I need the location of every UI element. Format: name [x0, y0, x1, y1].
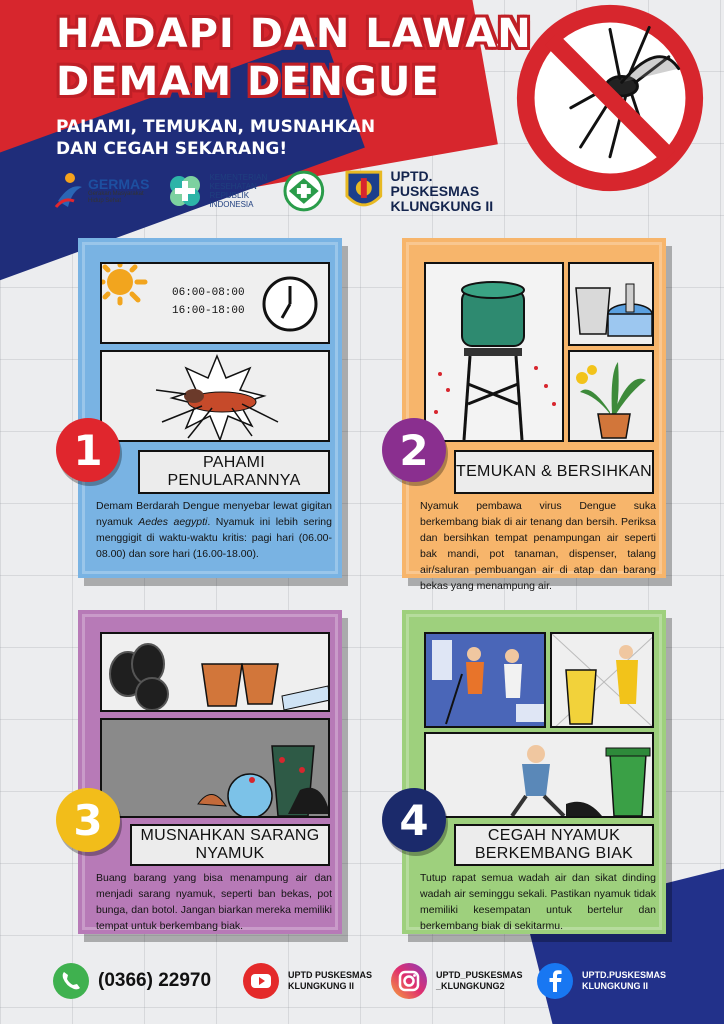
card-1-desc-post: . Nyamuk ini lebih sering menggigit di waktu-waktu kritis: pagi hari (06.00-08.00) dan sore hari (16.00-18.00). [96, 516, 332, 560]
bucket-panel [568, 262, 654, 346]
phone-icon [52, 962, 90, 1000]
bucket-icon [570, 264, 654, 346]
puskesmas-cross-icon [283, 170, 325, 212]
person-sick-icon [426, 734, 654, 818]
germas-tagline-1: Gerakan Masyarakat [88, 191, 144, 197]
badge-2: 2 [382, 418, 446, 482]
sun-icon [100, 262, 156, 318]
card-1-description [96, 498, 332, 562]
plant-icon [570, 352, 654, 442]
tires-pots-icon [102, 634, 330, 712]
card-4-title [454, 824, 654, 866]
subtitle [56, 116, 532, 160]
germas-name: GERMAS [88, 176, 150, 192]
card-2-title [454, 450, 654, 494]
title-line-2: DEMAM DENGUE [56, 59, 440, 105]
instagram-icon [390, 962, 428, 1000]
trash-panel [100, 718, 330, 818]
youtube-contact[interactable] [242, 962, 372, 1000]
bin-people-panel [550, 632, 654, 728]
cleaning-panel [424, 632, 546, 728]
card-4-title-line-1: CEGAH NYAMUK [487, 827, 621, 844]
card-temukan [402, 238, 666, 592]
badge-4: 4 [382, 788, 446, 852]
kemenkes-line-3: REPUBLIK [209, 191, 250, 200]
tires-panel [100, 632, 330, 712]
facebook-icon [536, 962, 574, 1000]
youtube-line-2: KLUNGKUNG II [288, 981, 354, 991]
kemenkes-logo [165, 171, 267, 211]
clock-icon [260, 274, 320, 334]
card-4-title-line-2: BERKEMBANG BIAK [474, 845, 634, 862]
no-mosquito-icon [512, 0, 708, 196]
instagram-line-2: _KLUNGKUNG2 [436, 981, 505, 991]
person-bin-panel [424, 732, 654, 818]
water-tower-panel [424, 262, 564, 442]
kemenkes-line-4: INDONESIA [209, 200, 254, 209]
header [56, 10, 532, 160]
card-1-desc-italic: Aedes aegypti [138, 516, 208, 528]
instagram-contact[interactable] [390, 962, 523, 1000]
title-line-1: HADAPI DAN LAWAN [56, 11, 532, 57]
youtube-line-1: UPTD PUSKESMAS [288, 970, 373, 980]
logos-row [54, 162, 524, 220]
bin-people-icon [552, 634, 654, 728]
mosquito-panel [100, 350, 330, 442]
facebook-line-2: KLUNGKUNG II [582, 981, 648, 991]
klungkung-crest-icon [341, 166, 387, 216]
card-1-title-line-1: PAHAMI [203, 454, 265, 471]
puskesmas-line-1: UPTD. PUSKESMAS [390, 167, 480, 199]
facebook-contact[interactable] [536, 962, 666, 1000]
germas-icon [54, 171, 84, 211]
instagram-line-1: UPTD_PUSKESMAS [436, 970, 523, 980]
card-3-title [130, 824, 330, 866]
subtitle-line-1: PAHAMI, TEMUKAN, MUSNAHKAN [56, 117, 376, 137]
footer-contacts [52, 956, 692, 1006]
germas-logo [54, 171, 149, 211]
plant-panel [568, 350, 654, 442]
badge-1: 1 [56, 418, 120, 482]
youtube-icon [242, 962, 280, 1000]
puskesmas-line-2: KLUNGKUNG II [390, 197, 494, 214]
cleaning-people-icon [426, 634, 546, 728]
kemenkes-icon [165, 171, 205, 211]
kemenkes-line-2: KESEHATAN [209, 182, 257, 191]
subtitle-line-2: DAN CEGAH SEKARANG! [56, 139, 288, 159]
card-3-description: Buang barang yang bisa menampung air dan menjadi sarang nyamuk, seperti ban bekas, pot bunga, dan botol. Jangan biarkan mereka memiliki tempat untuk berkembang biak. [96, 872, 332, 932]
germas-tagline-2: Hidup Sehat [88, 198, 122, 204]
phone-contact[interactable] [52, 962, 211, 1000]
card-1-title [138, 450, 330, 494]
card-pahami [78, 238, 342, 578]
kemenkes-line-1: KEMENTERIAN [209, 173, 268, 182]
time-evening: 16:00-18:00 [172, 305, 245, 317]
water-tower-icon [426, 264, 564, 442]
time-morning: 06:00-08:00 [172, 287, 245, 299]
card-2-title-line-1: TEMUKAN & BERSIHKAN [456, 463, 652, 480]
facebook-line-1: UPTD.PUSKESMAS [582, 970, 667, 980]
badge-3: 3 [56, 788, 120, 852]
mosquito-icon [102, 352, 330, 442]
card-cegah [402, 610, 666, 934]
time-panel [100, 262, 330, 344]
card-2-description: Nyamuk pembawa virus Dengue suka berkembang biak di air tenang dan bersih. Periksa dan bersihkan tempat penampungan air seperti bak mandi, pot tanaman, dispenser, talang air/saluran pembuangan air di atap dan barang bekas yang menampung air. [420, 500, 656, 592]
card-4-description: Tutup rapat semua wadah air dan sikat dinding wadah air seminggu sekali. Pastikan nyamuk tidak memiliki kesempatan untuk bertelur dan berkembang biak di sekitarmu. [420, 872, 656, 932]
trash-icon [102, 720, 330, 818]
card-3-title-line-2: NYAMUK [195, 845, 265, 862]
card-3-title-line-1: MUSNAHKAN SARANG [140, 827, 320, 844]
card-1-title-line-2: PENULARANNYA [167, 472, 301, 489]
phone-number: (0366) 22970 [98, 970, 212, 991]
puskesmas-logo [341, 166, 524, 216]
card-musnahkan [78, 610, 342, 934]
card-1-desc-pre: Demam Berdarah Dengue menyebar lewat gigitan nyamuk [96, 500, 332, 528]
